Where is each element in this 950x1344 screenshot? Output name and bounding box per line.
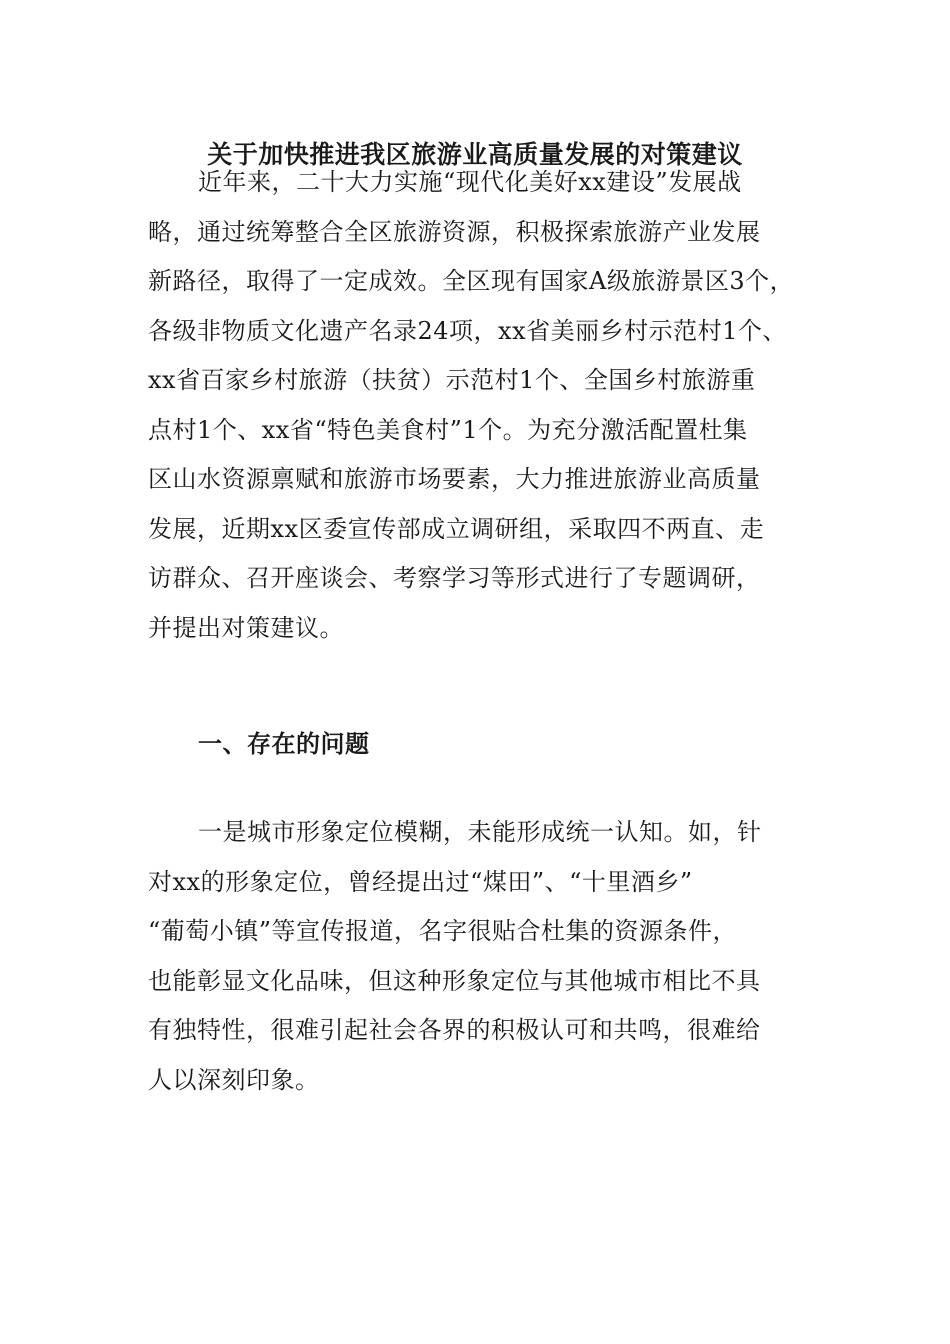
paragraph-line: 近年来，二十大力实施“现代化美好xx建设”发展战 — [198, 168, 742, 196]
document-title: 关于加快推进我区旅游业高质量发展的对策建议 — [207, 140, 743, 169]
paragraph-line: 对xx的形象定位，曾经提出过“煤田”、“十里酒乡” — [148, 867, 693, 896]
paragraph-line: xx省百家乡村旅游（扶贫）示范村1个、全国乡村旅游重 — [148, 366, 756, 394]
paragraph-line: 新路径，取得了一定成效。全区现有国家A级旅游景区3个， — [148, 267, 795, 295]
paragraph-line: 各级非物质文化遗产名录24项，xx省美丽乡村示范村1个、 — [148, 316, 787, 345]
paragraph-line: 有独特性，很难引起社会各界的积极认可和共鸣，很难给 — [148, 1016, 761, 1044]
paragraph-line: 区山水资源禀赋和旅游市场要素，大力推进旅游业高质量 — [148, 465, 761, 493]
problem-paragraph — [148, 808, 838, 1105]
paragraph-line: 发展，近期xx区委宣传部成立调研组，采取四不两直、走 — [148, 514, 765, 543]
section-heading: 一、存在的问题 — [198, 729, 370, 758]
paragraph-line: “葡萄小镇”等宣传报道，名字很贴合杜集的资源条件， — [148, 917, 738, 945]
paragraph-line: 也能彰显文化品味，但这种形象定位与其他城市相比不具 — [148, 966, 761, 995]
paragraph-line: 点村1个、xx省“特色美食村”1个。为充分激活配置杜集 — [148, 415, 748, 444]
paragraph-line: 略，通过统筹整合全区旅游资源，积极探索旅游产业发展 — [148, 217, 761, 246]
paragraph-line: 人以深刻印象。 — [148, 1065, 320, 1094]
paragraph-line: 一是城市形象定位模糊，未能形成统一认知。如，针 — [198, 818, 762, 846]
intro-paragraph — [148, 158, 838, 653]
paragraph-line: 并提出对策建议。 — [148, 613, 344, 642]
paragraph-line: 访群众、召开座谈会、考察学习等形式进行了专题调研， — [148, 564, 761, 592]
